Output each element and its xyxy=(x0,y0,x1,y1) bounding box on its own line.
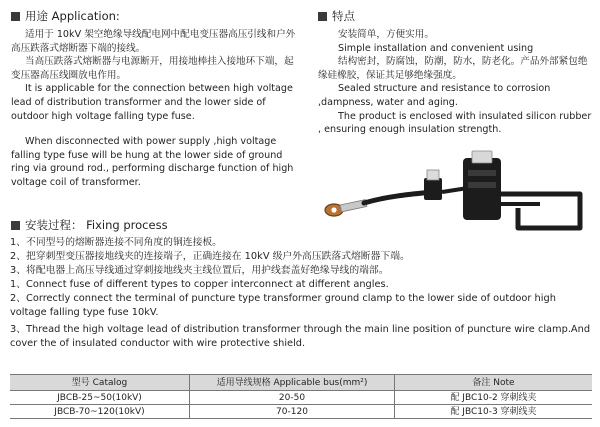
feature-line: 安装简单，方便实用。 xyxy=(338,29,434,40)
header-catalog: 型号 Catalog xyxy=(10,375,190,391)
install-steps xyxy=(10,236,592,351)
feature-line: Simple installation and convenient using xyxy=(338,42,534,54)
lug-hole xyxy=(331,207,336,212)
clamp-rib xyxy=(468,182,496,188)
header-note: 备注 Note xyxy=(395,375,593,391)
cell-applicable-bus: 70-120 xyxy=(190,405,395,419)
spec-table xyxy=(10,374,592,419)
insulated-lead xyxy=(364,192,433,203)
terminal-bolt xyxy=(427,170,439,180)
puncture-clamp-body xyxy=(463,158,501,220)
feature-line: Sealed structure and resistance to corrosion ,dampness, water and aging. xyxy=(318,83,551,108)
cell-note: 配 JBC10-3 穿刺线夹 xyxy=(395,405,593,419)
application-paragraph: When disconnected with power supply ,high voltage falling type fuse will be hung at the lower side of ground ring via ground rod., performing discharge function of high voltage coil of transformer. xyxy=(11,136,294,188)
install-step: 3、将配电器上高压导线通过穿刺接地线夹主线位置后，用护线套盖好绝缘导线的端部。 xyxy=(10,265,389,276)
application-paragraph: 适用于 10kV 架空绝缘导线配电网中配电变压器高压引线和户外高压跌落式熔断器下端的接线。 xyxy=(11,29,296,54)
install-step: 1、不同型号的熔断器连接不同角度的铜连接板。 xyxy=(10,237,222,248)
install-step: 3、Thread the high voltage lead of distribution transformer through the main line position of puncture wire clamp.And cover the of insulated conductor with wire protective shield. xyxy=(10,324,591,349)
square-bullet-icon xyxy=(318,12,327,21)
cell-note: 配 JBC10-2 穿刺线夹 xyxy=(395,391,593,405)
ground-clamp-product-image xyxy=(318,148,594,244)
table-row xyxy=(10,391,592,405)
install-step: 1、Connect fuse of different types to copper interconnect at different angles. xyxy=(10,279,389,290)
install-step: 2、把穿刺型变压器接地线夹的连接端子，正确连接在 10kV 级户外高压跌落式熔断器下端。 xyxy=(10,251,410,262)
square-bullet-icon xyxy=(11,12,20,21)
cell-catalog: JBCB-25~50(10kV) xyxy=(10,391,190,405)
application-body xyxy=(11,28,299,190)
feature-line: 结构密封，防腐蚀，防潮，防水，防老化。产品外部紧包绝缘硅橡胶，保证其足够绝缘强度。 xyxy=(318,56,588,81)
ground-ring-rod xyxy=(501,194,580,228)
install-step: 2、Correctly connect the terminal of puncture type transformer ground clamp to the lower side of outdoor high voltage falling type fuse 10kV. xyxy=(10,293,556,318)
install-heading xyxy=(11,218,168,232)
cell-applicable-bus: 20-50 xyxy=(190,391,395,405)
clamp-rib xyxy=(468,170,496,176)
header-applicable-bus: 适用导线规格 Applicable bus(mm²) xyxy=(190,375,395,391)
application-paragraph: It is applicable for the connection between high voltage lead of distribution transformer and the lower side of outdoor high voltage falling type fuse. xyxy=(11,83,293,122)
application-paragraph: 当高压跌落式熔断器与电源断开，用接地棒挂入接地环下端，起变压器高压线圈放电作用。 xyxy=(11,56,294,81)
clamp-bolt-head xyxy=(472,151,492,163)
features-heading-text: 特点 xyxy=(332,9,355,23)
terminal-block xyxy=(424,178,442,200)
square-bullet-icon xyxy=(11,221,20,230)
features-body xyxy=(318,28,594,137)
application-heading-text: 用途 Application: xyxy=(25,9,120,23)
table-row xyxy=(10,405,592,419)
features-heading xyxy=(318,9,355,23)
feature-line: The product is enclosed with insulated silicon rubber , ensuring enough insulation strength. xyxy=(318,110,592,136)
application-heading xyxy=(11,9,120,23)
install-heading-text: 安装过程： Fixing process xyxy=(25,218,168,232)
cell-catalog: JBCB-70~120(10kV) xyxy=(10,405,190,419)
spec-table-header-row xyxy=(10,375,592,391)
